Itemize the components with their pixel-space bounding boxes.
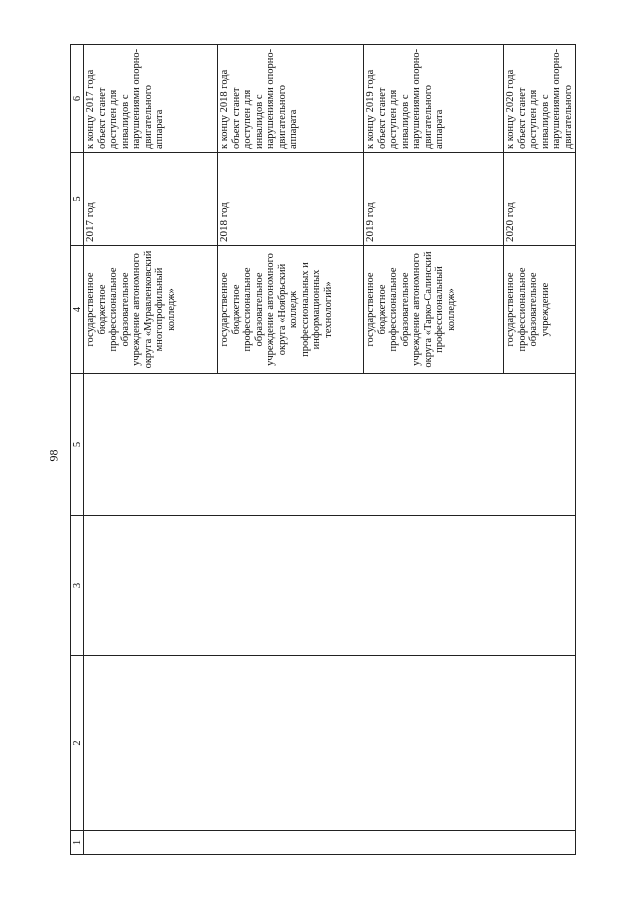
col-1-cell	[84, 831, 576, 855]
year-cell: 2020 год	[504, 153, 576, 246]
year-cell: 2018 год	[218, 153, 364, 246]
institution-cell: государственное бюджетное профессиональное образовательное учреждение автономного округа «Ноябрьский колледж профессиональных и информационных технологий»	[218, 246, 364, 374]
col-4a-cell	[84, 374, 576, 516]
institution-cell: государственное бюджетное профессиональное образовательное учреждение автономного округа «Муравленковский многопрофильный колледж»	[84, 246, 218, 374]
header-col-4: 4	[71, 246, 84, 374]
result-cell: к концу 2018 года объект станет доступен для инвалидов с нарушениями опорно-двигательного аппарата	[218, 45, 364, 153]
page-number	[44, 440, 64, 470]
col-3-cell	[84, 516, 576, 656]
header-row	[71, 45, 84, 855]
year-cell: 2019 год	[364, 153, 504, 246]
header-col-2: 2	[71, 656, 84, 831]
result-cell: к концу 2020 года объект станет доступен для инвалидов с нарушениями опорно-двигательного	[504, 45, 576, 153]
result-cell: к концу 2019 года объект станет доступен для инвалидов с нарушениями опорно-двигательного аппарата	[364, 45, 504, 153]
rotated-table-container	[70, 45, 574, 855]
document-table	[70, 44, 576, 855]
col-2-cell	[84, 656, 576, 831]
header-col-5: 5	[71, 153, 84, 246]
institution-cell: государственное бюджетное профессиональное образовательное учреждение автономного округа «Тарко-Салинский профессиональный колледж»	[364, 246, 504, 374]
table-row	[84, 45, 218, 855]
header-col-3: 3	[71, 516, 84, 656]
result-cell: к концу 2017 года объект станет доступен для инвалидов с нарушениями опорно-двигательного аппарата	[84, 45, 218, 153]
institution-cell: государственное профессиональное образовательное учреждение	[504, 246, 576, 374]
header-col-1: 1	[71, 831, 84, 855]
year-cell: 2017 год	[84, 153, 218, 246]
header-col-4a: 5	[71, 374, 84, 516]
page-number-text: 98	[46, 449, 61, 461]
header-col-6: 6	[71, 45, 84, 153]
